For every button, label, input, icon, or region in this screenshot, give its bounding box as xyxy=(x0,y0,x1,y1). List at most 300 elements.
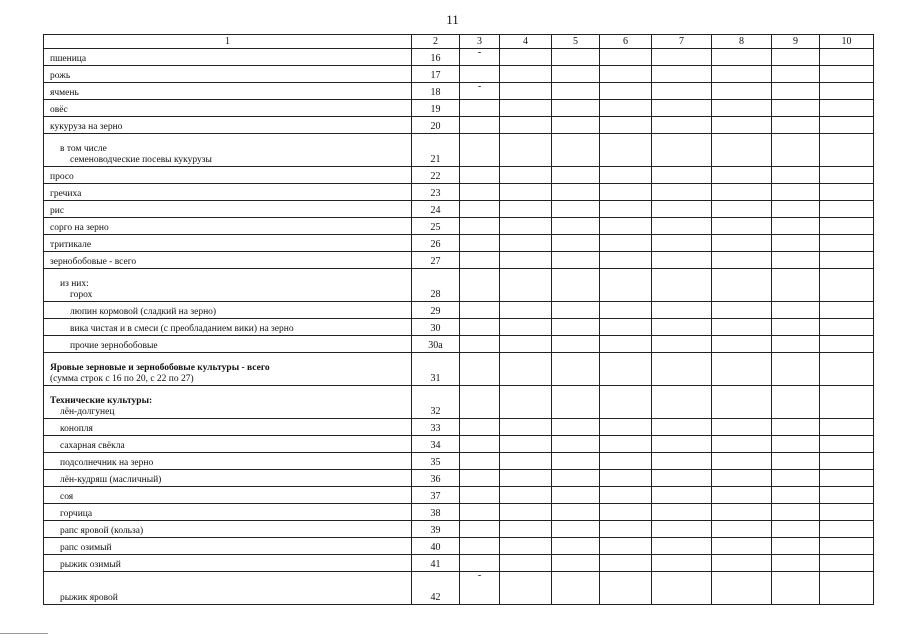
value-cell-col-4[interactable] xyxy=(500,66,552,83)
column-header-2: 2 xyxy=(412,35,460,49)
crop-form-table xyxy=(43,34,874,605)
value-cell-col-5[interactable] xyxy=(552,319,600,336)
value-cell-col-3[interactable] xyxy=(460,538,500,555)
value-cell-col-3[interactable] xyxy=(460,555,500,572)
value-cell-col-8[interactable] xyxy=(712,252,772,269)
value-cell-col-8[interactable] xyxy=(712,453,772,470)
value-cell-col-10[interactable] xyxy=(820,470,874,487)
table-row xyxy=(44,470,874,487)
value-cell-col-5[interactable] xyxy=(552,572,600,605)
value-cell-col-9[interactable] xyxy=(772,83,820,100)
value-cell-col-4[interactable] xyxy=(500,100,552,117)
row-label xyxy=(44,235,412,252)
row-code: 23 xyxy=(412,184,460,201)
value-cell-col-4[interactable] xyxy=(500,167,552,184)
value-cell-col-9[interactable] xyxy=(772,49,820,66)
value-cell-col-7[interactable] xyxy=(652,419,712,436)
value-cell-col-5[interactable] xyxy=(552,66,600,83)
value-cell-col-8[interactable] xyxy=(712,336,772,353)
value-cell-col-6[interactable] xyxy=(600,538,652,555)
value-cell-col-4[interactable] xyxy=(500,504,552,521)
value-cell-col-10[interactable] xyxy=(820,134,874,167)
table-row xyxy=(44,419,874,436)
value-cell-col-5[interactable] xyxy=(552,302,600,319)
row-label xyxy=(44,487,412,504)
table-row xyxy=(44,83,874,100)
value-cell-col-10[interactable] xyxy=(820,353,874,386)
value-cell-col-5[interactable] xyxy=(552,487,600,504)
value-cell-col-5[interactable] xyxy=(552,252,600,269)
value-cell-col-7[interactable] xyxy=(652,235,712,252)
value-cell-col-10[interactable] xyxy=(820,201,874,218)
value-cell-col-9[interactable] xyxy=(772,470,820,487)
value-cell-col-9[interactable] xyxy=(772,419,820,436)
value-cell-col-9[interactable] xyxy=(772,218,820,235)
value-cell-col-4[interactable] xyxy=(500,419,552,436)
value-cell-col-6[interactable] xyxy=(600,117,652,134)
table-row xyxy=(44,336,874,353)
value-cell-col-9[interactable] xyxy=(772,436,820,453)
value-cell-col-3[interactable] xyxy=(460,419,500,436)
value-cell-col-9[interactable] xyxy=(772,319,820,336)
value-cell-col-9[interactable] xyxy=(772,538,820,555)
value-cell-col-8[interactable] xyxy=(712,419,772,436)
value-cell-col-4[interactable] xyxy=(500,134,552,167)
value-cell-col-3[interactable] xyxy=(460,201,500,218)
row-label xyxy=(44,419,412,436)
value-cell-col-3[interactable] xyxy=(460,235,500,252)
value-cell-col-9[interactable] xyxy=(772,100,820,117)
table-row xyxy=(44,49,874,66)
table-row xyxy=(44,117,874,134)
row-label-text: Технические культуры: xyxy=(50,396,153,406)
value-cell-col-9[interactable] xyxy=(772,252,820,269)
value-cell-col-6[interactable] xyxy=(600,269,652,302)
value-cell-col-3[interactable] xyxy=(460,504,500,521)
value-cell-col-3[interactable]: - xyxy=(460,49,500,66)
value-cell-col-10[interactable] xyxy=(820,521,874,538)
value-cell-col-10[interactable] xyxy=(820,436,874,453)
value-cell-col-5[interactable] xyxy=(552,386,600,419)
value-cell-col-8[interactable] xyxy=(712,504,772,521)
value-cell-col-3[interactable] xyxy=(460,453,500,470)
row-label-text: люпин кормовой (сладкий на зерно) xyxy=(70,307,217,317)
row-label-text: лён-кудряш (масличный) xyxy=(60,475,162,485)
value-cell-col-7[interactable] xyxy=(652,269,712,302)
value-cell-col-7[interactable] xyxy=(652,302,712,319)
value-cell-col-4[interactable] xyxy=(500,235,552,252)
value-cell-col-4[interactable] xyxy=(500,521,552,538)
table-row xyxy=(44,134,874,167)
value-cell-col-10[interactable] xyxy=(820,167,874,184)
row-label xyxy=(44,184,412,201)
row-label xyxy=(44,269,412,302)
value-cell-col-7[interactable] xyxy=(652,66,712,83)
value-cell-col-3[interactable] xyxy=(460,184,500,201)
table-row xyxy=(44,555,874,572)
value-cell-col-5[interactable] xyxy=(552,555,600,572)
value-cell-col-6[interactable] xyxy=(600,436,652,453)
value-cell-col-10[interactable] xyxy=(820,302,874,319)
row-label xyxy=(44,538,412,555)
value-cell-col-4[interactable] xyxy=(500,201,552,218)
row-label xyxy=(44,100,412,117)
value-cell-col-7[interactable] xyxy=(652,436,712,453)
row-label-text: горчица xyxy=(60,509,93,519)
row-label-text: овёс xyxy=(50,105,68,115)
row-label xyxy=(44,572,412,605)
row-code: 25 xyxy=(412,218,460,235)
value-cell-col-7[interactable] xyxy=(652,521,712,538)
value-cell-col-10[interactable] xyxy=(820,336,874,353)
value-cell-col-3[interactable] xyxy=(460,336,500,353)
row-code: 38 xyxy=(412,504,460,521)
row-label xyxy=(44,49,412,66)
value-cell-col-5[interactable] xyxy=(552,521,600,538)
row-code: 32 xyxy=(412,386,460,419)
value-cell-col-5[interactable] xyxy=(552,184,600,201)
value-cell-col-10[interactable] xyxy=(820,252,874,269)
value-cell-col-7[interactable] xyxy=(652,572,712,605)
value-cell-col-6[interactable] xyxy=(600,83,652,100)
value-cell-col-7[interactable] xyxy=(652,319,712,336)
value-cell-col-6[interactable] xyxy=(600,572,652,605)
table-row xyxy=(44,453,874,470)
value-cell-col-8[interactable] xyxy=(712,235,772,252)
value-cell-col-8[interactable] xyxy=(712,555,772,572)
row-label-text: в том числе xyxy=(60,144,107,154)
value-cell-col-6[interactable] xyxy=(600,453,652,470)
value-cell-col-4[interactable] xyxy=(500,487,552,504)
value-cell-col-8[interactable] xyxy=(712,66,772,83)
value-cell-col-5[interactable] xyxy=(552,269,600,302)
header-row xyxy=(44,35,874,49)
value-cell-col-7[interactable] xyxy=(652,117,712,134)
value-cell-col-8[interactable] xyxy=(712,487,772,504)
value-cell-col-5[interactable] xyxy=(552,504,600,521)
row-code: 30а xyxy=(412,336,460,353)
value-cell-col-9[interactable] xyxy=(772,235,820,252)
value-cell-col-4[interactable] xyxy=(500,252,552,269)
table-row xyxy=(44,100,874,117)
value-cell-col-3[interactable] xyxy=(460,167,500,184)
value-cell-col-6[interactable] xyxy=(600,353,652,386)
value-cell-col-8[interactable] xyxy=(712,353,772,386)
value-cell-col-6[interactable] xyxy=(600,201,652,218)
value-cell-col-3[interactable] xyxy=(460,269,500,302)
value-cell-col-10[interactable] xyxy=(820,504,874,521)
value-cell-col-6[interactable] xyxy=(600,49,652,66)
value-cell-col-3[interactable] xyxy=(460,100,500,117)
value-cell-col-6[interactable] xyxy=(600,218,652,235)
row-label xyxy=(44,386,412,419)
value-cell-col-5[interactable] xyxy=(552,49,600,66)
value-cell-col-8[interactable] xyxy=(712,218,772,235)
value-cell-col-8[interactable] xyxy=(712,201,772,218)
table-row xyxy=(44,319,874,336)
value-cell-col-8[interactable] xyxy=(712,167,772,184)
value-cell-col-8[interactable] xyxy=(712,319,772,336)
value-cell-col-6[interactable] xyxy=(600,555,652,572)
value-cell-col-5[interactable] xyxy=(552,419,600,436)
value-cell-col-9[interactable] xyxy=(772,117,820,134)
table-row xyxy=(44,504,874,521)
row-label xyxy=(44,436,412,453)
value-cell-col-8[interactable] xyxy=(712,100,772,117)
row-label-text: гречиха xyxy=(50,189,82,199)
row-label-text: Яровые зерновые и зернобобовые культуры - всего xyxy=(50,363,270,373)
value-cell-col-4[interactable] xyxy=(500,470,552,487)
value-cell-col-3[interactable] xyxy=(460,117,500,134)
value-cell-col-6[interactable] xyxy=(600,470,652,487)
value-cell-col-3[interactable] xyxy=(460,319,500,336)
row-label-subtext: семеноводческие посевы кукурузы xyxy=(70,155,212,165)
value-cell-col-4[interactable] xyxy=(500,436,552,453)
value-cell-col-10[interactable] xyxy=(820,538,874,555)
value-cell-col-9[interactable] xyxy=(772,353,820,386)
value-cell-col-6[interactable] xyxy=(600,419,652,436)
value-cell-col-7[interactable] xyxy=(652,49,712,66)
value-cell-col-5[interactable] xyxy=(552,167,600,184)
value-cell-col-10[interactable] xyxy=(820,572,874,605)
value-cell-col-9[interactable] xyxy=(772,201,820,218)
value-cell-col-8[interactable] xyxy=(712,470,772,487)
value-cell-col-7[interactable] xyxy=(652,453,712,470)
row-label-subtext: (сумма строк с 16 по 20, с 22 по 27) xyxy=(50,374,194,384)
value-cell-col-10[interactable] xyxy=(820,487,874,504)
value-cell-col-3[interactable] xyxy=(460,66,500,83)
row-label-text: сахарная свёкла xyxy=(60,441,125,451)
row-code: 27 xyxy=(412,252,460,269)
value-cell-col-6[interactable] xyxy=(600,66,652,83)
value-cell-col-7[interactable] xyxy=(652,252,712,269)
table-row xyxy=(44,487,874,504)
value-cell-col-6[interactable] xyxy=(600,167,652,184)
row-code: 33 xyxy=(412,419,460,436)
value-cell-col-7[interactable] xyxy=(652,184,712,201)
value-cell-col-9[interactable] xyxy=(772,521,820,538)
value-cell-col-7[interactable] xyxy=(652,555,712,572)
value-cell-col-6[interactable] xyxy=(600,336,652,353)
value-cell-col-4[interactable] xyxy=(500,538,552,555)
value-cell-col-3[interactable]: - xyxy=(460,572,500,605)
table-row xyxy=(44,252,874,269)
value-cell-col-10[interactable] xyxy=(820,66,874,83)
value-cell-col-9[interactable] xyxy=(772,302,820,319)
value-cell-col-8[interactable] xyxy=(712,184,772,201)
value-cell-col-4[interactable] xyxy=(500,453,552,470)
row-label-text: вика чистая и в смеси (с преобладанием вики) на зерно xyxy=(70,324,294,334)
row-code: 35 xyxy=(412,453,460,470)
value-cell-col-6[interactable] xyxy=(600,302,652,319)
row-label-text: конопля xyxy=(60,424,93,434)
row-code: 36 xyxy=(412,470,460,487)
value-cell-col-7[interactable] xyxy=(652,218,712,235)
row-code: 18 xyxy=(412,83,460,100)
value-cell-col-5[interactable] xyxy=(552,134,600,167)
value-cell-col-3[interactable] xyxy=(460,487,500,504)
value-cell-col-5[interactable] xyxy=(552,83,600,100)
value-cell-col-7[interactable] xyxy=(652,538,712,555)
value-cell-col-5[interactable] xyxy=(552,218,600,235)
row-label-text: зернобобовые - всего xyxy=(50,257,137,267)
value-cell-col-3[interactable] xyxy=(460,302,500,319)
value-cell-col-9[interactable] xyxy=(772,167,820,184)
table-row xyxy=(44,235,874,252)
value-cell-col-4[interactable] xyxy=(500,386,552,419)
row-label xyxy=(44,521,412,538)
value-cell-col-6[interactable] xyxy=(600,235,652,252)
value-cell-col-3[interactable] xyxy=(460,252,500,269)
value-cell-col-9[interactable] xyxy=(772,269,820,302)
value-cell-col-3[interactable] xyxy=(460,134,500,167)
value-cell-col-4[interactable] xyxy=(500,83,552,100)
value-cell-col-10[interactable] xyxy=(820,269,874,302)
value-cell-col-9[interactable] xyxy=(772,134,820,167)
value-cell-col-8[interactable] xyxy=(712,49,772,66)
value-cell-col-5[interactable] xyxy=(552,453,600,470)
value-cell-col-8[interactable] xyxy=(712,572,772,605)
row-label xyxy=(44,504,412,521)
value-cell-col-7[interactable] xyxy=(652,487,712,504)
value-cell-col-5[interactable] xyxy=(552,117,600,134)
value-cell-col-10[interactable] xyxy=(820,453,874,470)
value-cell-col-8[interactable] xyxy=(712,269,772,302)
value-cell-col-8[interactable] xyxy=(712,302,772,319)
row-code: 24 xyxy=(412,201,460,218)
value-cell-col-9[interactable] xyxy=(772,504,820,521)
value-cell-col-3[interactable] xyxy=(460,470,500,487)
row-label-text: сорго на зерно xyxy=(50,223,109,233)
value-cell-col-6[interactable] xyxy=(600,134,652,167)
value-cell-col-10[interactable] xyxy=(820,117,874,134)
value-cell-col-6[interactable] xyxy=(600,319,652,336)
row-label-subtext: лён-долгунец xyxy=(60,407,115,417)
value-cell-col-4[interactable] xyxy=(500,319,552,336)
value-cell-col-10[interactable] xyxy=(820,235,874,252)
row-label xyxy=(44,453,412,470)
value-cell-col-9[interactable] xyxy=(772,572,820,605)
value-cell-col-7[interactable] xyxy=(652,100,712,117)
value-cell-col-7[interactable] xyxy=(652,83,712,100)
value-cell-col-10[interactable] xyxy=(820,218,874,235)
value-cell-col-3[interactable] xyxy=(460,436,500,453)
value-cell-col-4[interactable] xyxy=(500,302,552,319)
value-cell-col-6[interactable] xyxy=(600,184,652,201)
row-label-text: пшеница xyxy=(50,54,87,64)
value-cell-col-5[interactable] xyxy=(552,470,600,487)
value-cell-col-10[interactable] xyxy=(820,386,874,419)
value-cell-col-6[interactable] xyxy=(600,504,652,521)
value-cell-col-4[interactable] xyxy=(500,555,552,572)
value-cell-col-4[interactable] xyxy=(500,353,552,386)
value-cell-col-7[interactable] xyxy=(652,201,712,218)
value-cell-col-9[interactable] xyxy=(772,336,820,353)
value-cell-col-4[interactable] xyxy=(500,218,552,235)
value-cell-col-3[interactable] xyxy=(460,353,500,386)
value-cell-col-6[interactable] xyxy=(600,521,652,538)
value-cell-col-10[interactable] xyxy=(820,319,874,336)
value-cell-col-9[interactable] xyxy=(772,66,820,83)
row-label-text: рожь xyxy=(50,71,71,81)
value-cell-col-10[interactable] xyxy=(820,184,874,201)
value-cell-col-5[interactable] xyxy=(552,235,600,252)
row-label-text: рыжик озимый xyxy=(60,560,121,570)
value-cell-col-5[interactable] xyxy=(552,201,600,218)
value-cell-col-8[interactable] xyxy=(712,386,772,419)
row-label xyxy=(44,353,412,386)
value-cell-col-5[interactable] xyxy=(552,538,600,555)
value-cell-col-3[interactable] xyxy=(460,521,500,538)
value-cell-col-9[interactable] xyxy=(772,555,820,572)
value-cell-col-6[interactable] xyxy=(600,487,652,504)
table-row xyxy=(44,269,874,302)
value-cell-col-4[interactable] xyxy=(500,49,552,66)
value-cell-col-7[interactable] xyxy=(652,134,712,167)
value-cell-col-9[interactable] xyxy=(772,487,820,504)
value-cell-col-5[interactable] xyxy=(552,336,600,353)
value-cell-col-7[interactable] xyxy=(652,336,712,353)
column-header-3: 3 xyxy=(460,35,500,49)
value-cell-col-4[interactable] xyxy=(500,572,552,605)
value-cell-col-9[interactable] xyxy=(772,184,820,201)
value-cell-col-4[interactable] xyxy=(500,336,552,353)
value-cell-col-5[interactable] xyxy=(552,353,600,386)
value-cell-col-6[interactable] xyxy=(600,100,652,117)
value-cell-col-9[interactable] xyxy=(772,386,820,419)
value-cell-col-6[interactable] xyxy=(600,252,652,269)
value-cell-col-7[interactable] xyxy=(652,504,712,521)
value-cell-col-10[interactable] xyxy=(820,83,874,100)
value-cell-col-7[interactable] xyxy=(652,167,712,184)
row-code: 29 xyxy=(412,302,460,319)
value-cell-col-10[interactable] xyxy=(820,100,874,117)
value-cell-col-3[interactable] xyxy=(460,386,500,419)
row-label-subtext: горох xyxy=(70,290,93,300)
value-cell-col-7[interactable] xyxy=(652,386,712,419)
column-header-5: 5 xyxy=(552,35,600,49)
value-cell-col-5[interactable] xyxy=(552,436,600,453)
value-cell-col-3[interactable] xyxy=(460,218,500,235)
row-label-text: прочие зернобобовые xyxy=(70,341,158,351)
value-cell-col-9[interactable] xyxy=(772,453,820,470)
row-label xyxy=(44,470,412,487)
value-cell-col-8[interactable] xyxy=(712,117,772,134)
value-cell-col-5[interactable] xyxy=(552,100,600,117)
row-code: 37 xyxy=(412,487,460,504)
value-cell-col-7[interactable] xyxy=(652,470,712,487)
table-row xyxy=(44,538,874,555)
column-header-1: 1 xyxy=(44,35,412,49)
value-cell-col-8[interactable] xyxy=(712,436,772,453)
value-cell-col-7[interactable] xyxy=(652,353,712,386)
row-label xyxy=(44,66,412,83)
value-cell-col-8[interactable] xyxy=(712,83,772,100)
value-cell-col-10[interactable] xyxy=(820,555,874,572)
value-cell-col-8[interactable] xyxy=(712,134,772,167)
value-cell-col-4[interactable] xyxy=(500,269,552,302)
value-cell-col-4[interactable] xyxy=(500,184,552,201)
value-cell-col-8[interactable] xyxy=(712,538,772,555)
table-row xyxy=(44,218,874,235)
value-cell-col-3[interactable]: - xyxy=(460,83,500,100)
value-cell-col-8[interactable] xyxy=(712,521,772,538)
table-row xyxy=(44,201,874,218)
value-cell-col-10[interactable] xyxy=(820,419,874,436)
value-cell-col-4[interactable] xyxy=(500,117,552,134)
value-cell-col-10[interactable] xyxy=(820,49,874,66)
value-cell-col-6[interactable] xyxy=(600,386,652,419)
